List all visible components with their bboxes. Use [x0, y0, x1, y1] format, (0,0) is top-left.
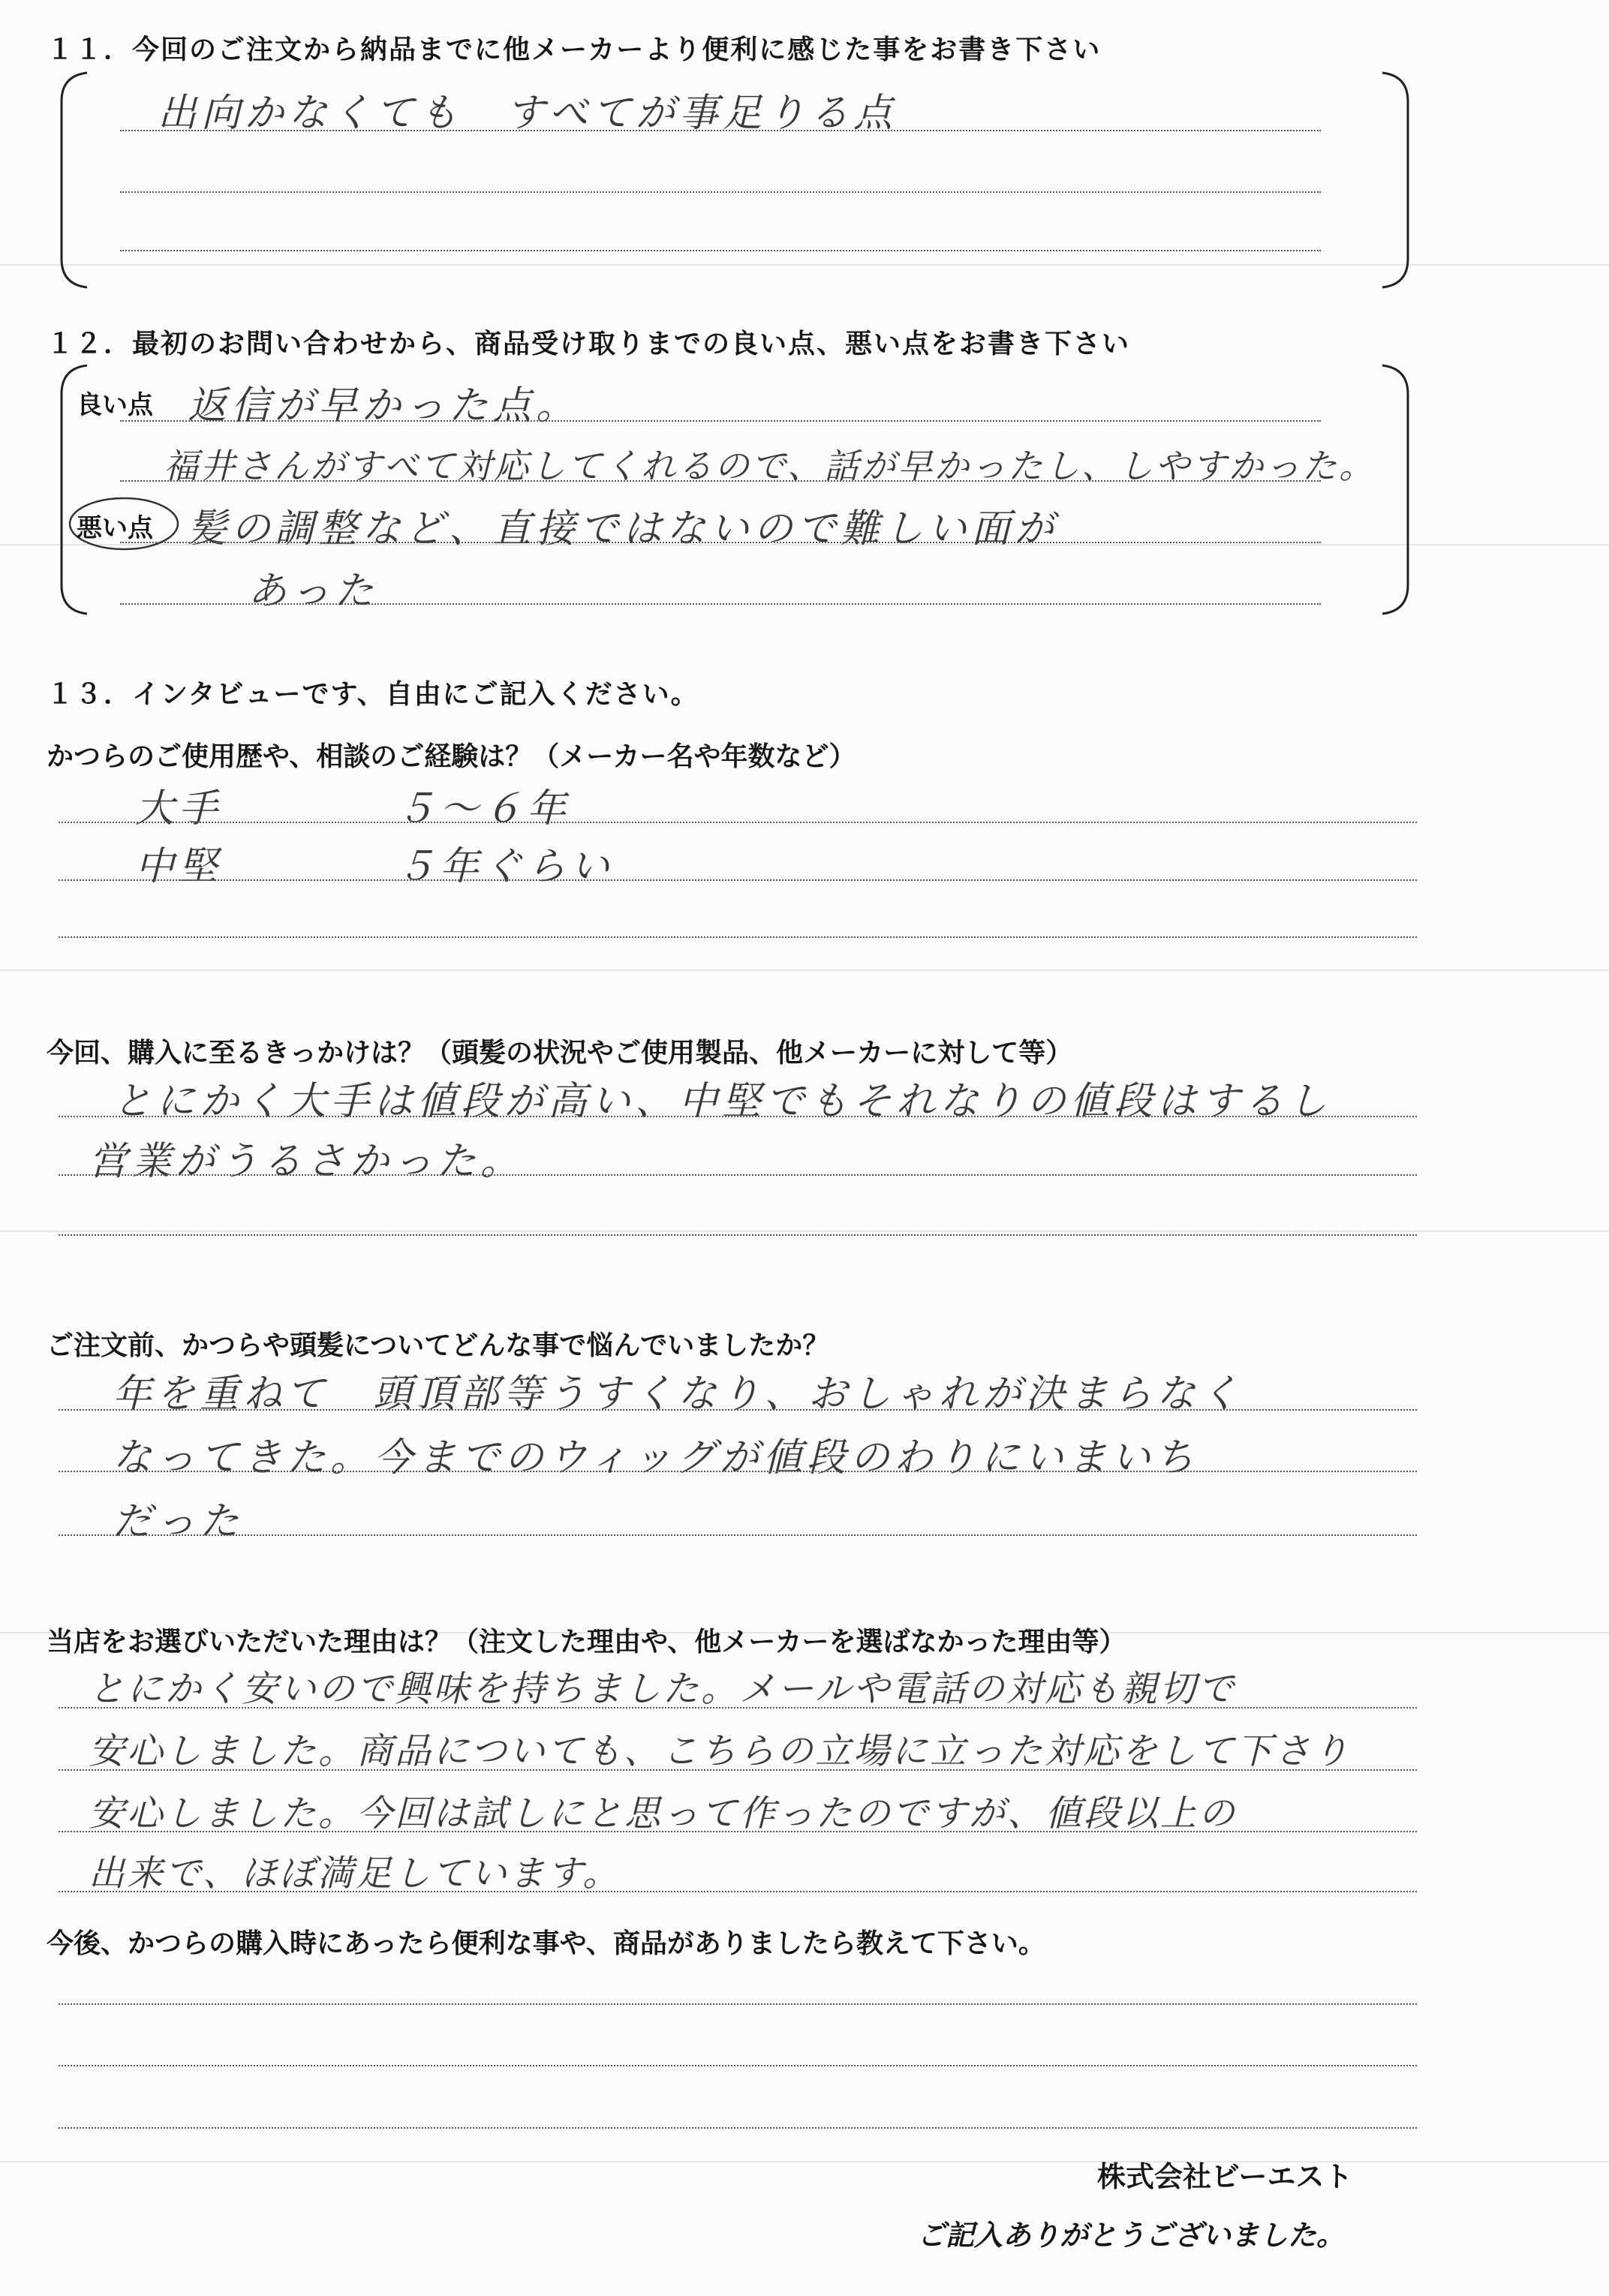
q12-right-bracket: [1381, 364, 1411, 615]
q13-sub5-question: 今後、かつらの購入時にあったら便利な事や、商品がありましたら教えて下さい。: [47, 1928, 1045, 1959]
q13-sub1-answer-2: 中堅 ５年ぐらい: [135, 844, 615, 889]
answer-line: [120, 191, 1321, 193]
q13-sub4-answer-3: 安心しました。今回は試しにと思って作ったのですが、値段以上の: [89, 1793, 1238, 1835]
q13-sub3-answer-2: なってきた。今までのウィッグが値段のわりにいまいち: [113, 1435, 1198, 1480]
q12-good-answer-1: 返信が早かった点。: [188, 383, 580, 428]
q12-bad-answer-2: あった: [248, 569, 378, 614]
answer-line: [59, 2065, 1417, 2066]
answer-line: [59, 1534, 1417, 1536]
q12-title: １２．最初のお問い合わせから、商品受け取りまでの良い点、悪い点をお書き下さい: [47, 329, 1131, 359]
answer-line: [59, 2003, 1417, 2005]
answer-line: [59, 1471, 1417, 1472]
answer-line: [59, 1234, 1417, 1236]
answer-line: [59, 1174, 1417, 1176]
company-name: 株式会社ビーエスト: [1097, 2160, 1353, 2193]
thanks-message: ご記入ありがとうございました。: [917, 2219, 1346, 2252]
q13-sub2-answer-1: とにかく大手は値段が高い、中堅でもそれなりの値段はするし: [113, 1079, 1332, 1124]
q13-sub4-answer-4: 出来で、ほぼ満足しています。: [89, 1853, 621, 1895]
q12-bad-answer-1: 髪の調整など、直接ではないので難しい面が: [188, 506, 1059, 551]
answer-line: [120, 542, 1321, 543]
answer-line: [120, 603, 1321, 605]
q12-good-answer-2: 福井さんがすべて対応してくれるので、話が早かったし、しやすかった。: [164, 446, 1376, 486]
answer-line: [59, 936, 1417, 938]
answer-line: [59, 2127, 1417, 2129]
bad-point-label: 悪い点: [77, 513, 153, 543]
answer-line: [59, 1116, 1417, 1117]
answer-line: [120, 130, 1321, 131]
q13-sub1-question: かつらのご使用歴や、相談のご経験は？（メーカー名や年数など）: [47, 741, 856, 772]
q13-sub3-answer-1: 年を重ねて 頭頂部等うすくなり、おしゃれが決まらなく: [113, 1372, 1244, 1417]
answer-line: [59, 822, 1417, 823]
answer-line: [59, 1707, 1417, 1708]
answer-line: [120, 420, 1321, 422]
answer-line: [59, 1769, 1417, 1771]
q11-answer-line-1: 出向かなくても すべてが事足りる点: [158, 91, 897, 136]
q11-title: １１．今回のご注文から納品までに他メーカーより便利に感じた事をお書き下さい: [47, 35, 1102, 65]
q11-right-bracket: [1381, 71, 1411, 289]
answer-line: [59, 1831, 1417, 1832]
q11-left-bracket: [59, 71, 89, 289]
good-point-label: 良い点: [77, 390, 153, 420]
q13-sub3-answer-3: だった: [113, 1499, 244, 1544]
q13-sub3-question: ご注文前、かつらや頭髪についてどんな事で悩んでいましたか？: [47, 1330, 830, 1361]
answer-line: [59, 1891, 1417, 1892]
q13-sub4-answer-1: とにかく安いので興味を持ちました。メールや電話の対応も親切で: [89, 1668, 1237, 1710]
answer-line: [120, 480, 1321, 482]
q13-title: １３．インタビューです、自由にご記入ください。: [47, 679, 699, 710]
q13-sub2-question: 今回、購入に至るきっかけは？（頭髪の状況やご使用製品、他メーカーに対して等）: [47, 1038, 1073, 1068]
q13-sub2-answer-2: 営業がうるさかった。: [89, 1139, 525, 1184]
answer-line: [59, 879, 1417, 881]
q13-sub4-answer-2: 安心しました。商品についても、こちらの立場に立った対応をして下さり: [89, 1730, 1352, 1772]
q13-sub4-question: 当店をお選びいただいた理由は？（注文した理由や、他メーカーを選ばなかった理由等）: [47, 1627, 1126, 1657]
q13-sub1-answer-1: 大手 ５〜６年: [135, 786, 571, 831]
answer-line: [120, 250, 1321, 251]
answer-line: [59, 1409, 1417, 1411]
